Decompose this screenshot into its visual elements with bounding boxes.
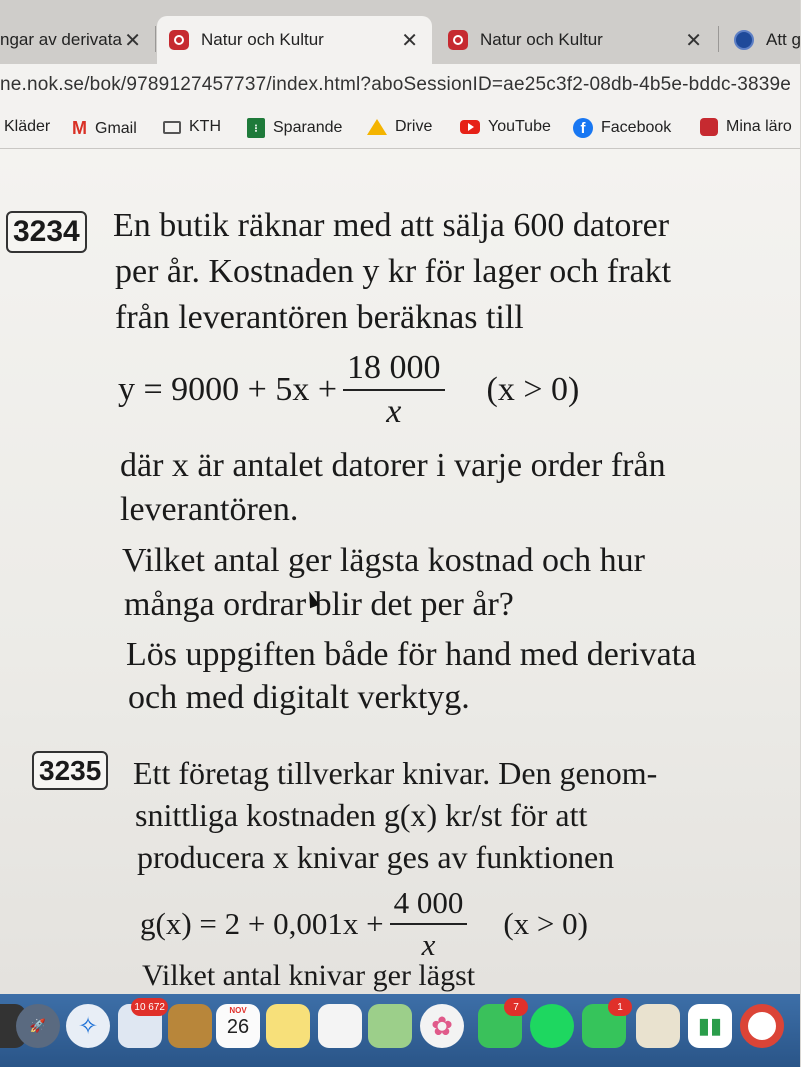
gmail-icon: M bbox=[72, 118, 87, 138]
close-icon[interactable]: ✕ bbox=[124, 29, 141, 52]
formula-condition: (x > 0) bbox=[486, 371, 580, 408]
seal-favicon-icon bbox=[734, 30, 754, 50]
contacts-icon[interactable] bbox=[168, 1004, 212, 1048]
chrome-icon[interactable] bbox=[740, 1004, 784, 1048]
reminders-icon[interactable] bbox=[318, 1004, 362, 1048]
fraction-denominator: x bbox=[386, 393, 402, 430]
messages-icon[interactable] bbox=[478, 1001, 522, 1048]
calendar-day: 26 bbox=[226, 1016, 250, 1038]
drive-icon bbox=[367, 119, 387, 135]
book-page bbox=[0, 149, 800, 994]
problem-instruction-line: och med digitalt verktyg. bbox=[128, 679, 470, 716]
cost-formula bbox=[118, 349, 579, 431]
problem-text-line: från leverantören beräknas till bbox=[115, 299, 524, 336]
folder-icon bbox=[163, 121, 181, 134]
tab-title: Natur och Kultur bbox=[480, 30, 603, 49]
problem-text-line: Vilket antal knivar ger lägst bbox=[142, 959, 476, 992]
tab-title: Natur och Kultur bbox=[201, 30, 324, 49]
problem-text-line: producera x knivar ges av funktionen bbox=[137, 839, 615, 875]
bookmark-label: KTH bbox=[189, 118, 221, 135]
fraction-denominator: x bbox=[421, 927, 436, 962]
natur-och-kultur-favicon-icon bbox=[448, 30, 468, 50]
notes-icon[interactable] bbox=[266, 1004, 310, 1048]
problem-instruction-line: Lös uppgiften både för hand med derivata bbox=[126, 636, 697, 673]
calendar-icon[interactable] bbox=[216, 1004, 260, 1048]
preview-icon[interactable] bbox=[636, 1004, 680, 1048]
bookmark-gmail[interactable] bbox=[72, 118, 137, 139]
spotify-icon[interactable] bbox=[530, 1004, 574, 1048]
bookmark-klader[interactable] bbox=[4, 118, 50, 136]
tab-att-g[interactable] bbox=[722, 16, 800, 64]
bookmark-label: Drive bbox=[395, 118, 433, 135]
photos-icon[interactable]: ✿ bbox=[420, 1004, 464, 1048]
tab-derivata[interactable] bbox=[0, 16, 155, 64]
mail-icon[interactable] bbox=[118, 1001, 165, 1048]
bookmark-label: Sparande bbox=[273, 119, 343, 136]
launchpad-rocket-icon[interactable]: 🚀 bbox=[16, 1004, 60, 1048]
messages-badge: 7 bbox=[504, 998, 528, 1016]
problem-text-line: En butik räknar med att sälja 600 datorer bbox=[113, 207, 670, 244]
bookmark-mina-laromedel[interactable] bbox=[700, 118, 792, 136]
bookmark-kth[interactable] bbox=[163, 118, 221, 136]
macos-dock bbox=[0, 994, 800, 1067]
problem-question-line: många ordrar blir det per år? bbox=[124, 586, 514, 623]
bookmark-facebook[interactable] bbox=[573, 118, 671, 138]
formula-fraction bbox=[390, 885, 468, 963]
address-bar-url[interactable]: ne.nok.se/bok/9789127457737/index.html?aboSessionID=ae25c3f2-08db-4b5e-bddc-3839e bbox=[0, 74, 792, 95]
tab-separator bbox=[155, 26, 156, 52]
tab-natur-och-kultur-active[interactable] bbox=[157, 16, 432, 64]
tab-natur-och-kultur[interactable] bbox=[436, 16, 716, 64]
average-cost-formula bbox=[140, 885, 588, 963]
fraction-numerator: 4 000 bbox=[390, 885, 468, 925]
bookmark-label: YouTube bbox=[488, 118, 551, 135]
problem-text-line: Ett företag tillverkar knivar. Den genom- bbox=[133, 755, 658, 791]
facetime-icon[interactable] bbox=[582, 1001, 626, 1048]
mail-badge: 10 672 bbox=[131, 998, 168, 1016]
safari-compass-icon[interactable]: ✧ bbox=[66, 1004, 110, 1048]
bookmark-sparande[interactable] bbox=[247, 118, 342, 138]
problem-text-line: per år. Kostnaden y kr för lager och frakt bbox=[115, 253, 672, 290]
youtube-icon bbox=[460, 120, 480, 134]
formula-lhs: y = 9000 + 5x + bbox=[118, 371, 338, 408]
mina-laromedel-icon bbox=[700, 118, 718, 136]
problem-number-badge: 3235 bbox=[32, 751, 108, 790]
browser-toolbar bbox=[0, 64, 800, 110]
problem-text-line: snittliga kostnaden g(x) kr/st för att bbox=[135, 797, 588, 833]
bookmark-label: Facebook bbox=[601, 119, 672, 136]
maps-icon[interactable] bbox=[368, 1004, 412, 1048]
fraction-numerator: 18 000 bbox=[343, 349, 445, 391]
close-icon[interactable]: ✕ bbox=[401, 29, 418, 52]
problem-number-badge: 3234 bbox=[6, 211, 87, 253]
facetime-badge: 1 bbox=[608, 998, 632, 1016]
bookmark-youtube[interactable] bbox=[460, 118, 551, 136]
tab-title: ngar av derivata bbox=[0, 30, 122, 49]
formula-condition: (x > 0) bbox=[503, 906, 588, 941]
natur-och-kultur-favicon-icon bbox=[169, 30, 189, 50]
close-icon[interactable]: ✕ bbox=[685, 29, 702, 52]
problem-question-line: Vilket antal ger lägsta kostnad och hur bbox=[122, 542, 645, 579]
bookmark-drive[interactable] bbox=[367, 118, 432, 136]
tab-separator bbox=[718, 26, 719, 52]
problem-text-line: där x är antalet datorer i varje order från bbox=[120, 447, 666, 484]
formula-fraction bbox=[343, 349, 445, 431]
bookmarks-bar bbox=[0, 110, 800, 149]
tab-title: Att g bbox=[766, 30, 801, 49]
tab-strip bbox=[0, 0, 800, 64]
calendar-month: NOV bbox=[229, 1006, 247, 1015]
sparande-icon: ⁝ bbox=[247, 118, 265, 138]
formula-lhs: g(x) = 2 + 0,001x + bbox=[140, 906, 384, 941]
bookmark-label: Kläder bbox=[4, 118, 51, 135]
bookmark-label: Gmail bbox=[95, 119, 137, 137]
facebook-icon: f bbox=[573, 118, 593, 138]
problem-text-line: leverantören. bbox=[120, 491, 299, 528]
bookmark-label: Mina läro bbox=[726, 118, 792, 135]
numbers-icon[interactable]: ▮▮ bbox=[688, 1004, 732, 1048]
